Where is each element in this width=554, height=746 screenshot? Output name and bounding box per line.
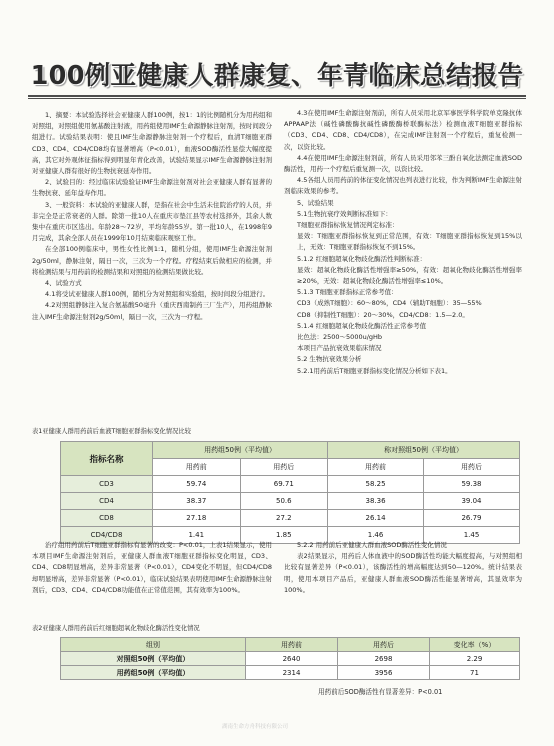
table1-group-header: 用药组50例（平均值） [153,442,328,459]
table-row [61,493,520,510]
paragraph: CD3（成熟T细胞）：60～80%，CD4（辅助T细胞）：35—55% [297,299,482,308]
table2-header: 组别 [61,638,246,652]
paragraph: 治疗组用药前后T细胞亚群指标有显著的改变：P<0.01，上表1结果显示，使用本项目IMF生命源注射剂后，亚健康人群血液T细胞亚群指标变化明显，CD3、CD4、CD8明显增高，差异非常显著（P<0.01），CD4变化不明显，但CD4/CD8却明显增高，差异非常显著（P<0.01），临床试验结果表明使用IMF生命源静脉注射剂后，CD3、CD4、CD4/CD8功能值在正常值范围，其有效率为100%。 [32,541,272,594]
table-cell: 3956 [338,666,430,680]
right-column [284,108,522,377]
table1-subheader: 用药后 [424,459,520,476]
table-cell: 2.29 [430,652,520,666]
paragraph: 4.4在使用IMF生命源注射剂前，所有人员采用邻苯三酚自氧化法测定血液SOD酶活性，用药一个疗程后重复测一次，以资比较。 [284,153,522,174]
table-cell: 39.04 [424,493,520,510]
analysis-right [284,540,522,596]
table-cell: 2698 [338,652,430,666]
table-cell: 2314 [246,666,338,680]
watermark: 湖南生命方舟科技有限公司 [222,724,289,730]
table-cell: 69.71 [240,476,328,493]
paragraph: 1、摘要：本试验选择社会亚健康人群100例，按1：1的比例随机分为用药组和对照组，对照组使用氨基酸注射液，用药组使用IMF生命源静脉注射剂，按时间段分组进行。试验结果表明：使且IMF生命源静脉注射剂一个疗程后，血清T细胞亚群CD3、CD4、CD4/CD8均有显著增高（P<0.01），血液SOD酶活性显偿大幅度提高，其它对外观体征指标得到明显年青化改善，试验结果显示IMF生命源静脉注射剂对亚健康人群有很好的生物抗衰延寿作用。 [32,111,272,176]
row-label: 用药组50例（平均值） [61,666,246,680]
table-row [61,666,520,680]
paragraph: 在全部100例临床中，男性女性比例1:1，随机分组，使用IMF生命源注射剂2g/50ml，静脉注射，隔日一次，三次为一个疗程。疗程结束后做相应的检测，并将检测结果与用药前的检测结果和对照组的检测结果做比较。 [32,245,272,276]
table2-caption: 表2亚健康人群用药前后红细胞超氧化物歧化酶活性变化情况 [32,625,200,632]
paragraph: 4.5各组人员用药前的体征变化情况也列表进行比较，作为判断IMF生命源注射剂临床效果的参考。 [284,176,522,196]
table1-group-header: 称对照组50例（平均值） [328,442,520,459]
paragraph: CD8（抑制性T细胞）：20～30%，CD4/CD8：1.5—2.0。 [297,310,469,319]
table2-header: 变化率（%） [430,638,520,652]
table-cell: 1.45 [424,527,520,544]
paragraph: 5.1.4 红细胞超氧化物歧化酶活性正常参考值 [297,321,427,330]
title-rule [28,95,526,97]
footnote: 用药前后SOD酶活性有显著差异：P<0.01 [318,688,443,696]
paragraph: 3、一般资料：本试验的亚健康人群，是指在社会中生活未住院治疗的人员，并非完全是正常衰老的人群。除第一批10人在重庆市垫江县等农村选择外，其余人数集中在重庆市区选出。年龄28～72岁，平均年龄55岁。第一批10人，在1998年9月完成，其余全部人员在1999年10月结束临床观察工作。 [32,200,272,243]
table-cell: 27.2 [240,510,328,527]
page-title: 100例亚健康人群康复、年青临床总结报告 [30,61,524,91]
paragraph: 4、试验方式 [45,279,82,288]
paragraph: 5.2.1用药前后T细胞亚群指标变化情况分析如下表1。 [297,366,452,375]
paragraph: 4.1将受试亚健康人群100例，随机分为对照组和实验组，按时间段分组进行。 [45,290,270,299]
paragraph: 5、试验结果 [297,198,334,207]
row-label: CD4/CD8 [61,527,153,544]
row-label: CD4 [61,493,153,510]
paragraph: 表2结果显示，用药后人体血液中的SOD酶活性均能大幅度提高，与对照组相比较有显著差异（P<0.01），该酶活性的增高幅度达到50—120%。统计结果表明，使用本项目产品后，亚健康人群血液SOD酶活性能显著增高，其显效率为100%。 [284,552,522,594]
table-row [61,652,520,666]
table2-header: 用药前 [246,638,338,652]
table-cell: 59.38 [424,476,520,493]
table1-subheader: 用药前 [328,459,424,476]
table-cell: 59.74 [153,476,241,493]
paragraph: 显效：T细胞亚群指标恢复到正常范围，有效：T细胞亚群指标恢复到15%以上，无效：T细胞亚群指标恢复不到15%。 [297,232,522,252]
paragraph: 2、试验目的：经过临床试验验证IMF生命源注射剂对社会亚健康人群有显著的生物抗衰、延年益寿作用。 [32,178,272,198]
table1 [60,441,520,544]
paragraph: 4.3在使用IMF生命源注射剂前，所有人员采用北京军事医学科学院单克隆抗体APPAAP法（碱性磷酸酶抗碱性磷酸酶桥联酶标法）检测血液T细胞亚群指标（CD3、CD4、CD8、CD4/CD8），在完成IMF注射剂一个疗程后，重复检测一次，以资比较。 [284,109,522,151]
table-cell: 27.18 [153,510,241,527]
table1-subheader: 用药后 [240,459,328,476]
paragraph: 显效：超氧化物歧化酶活性增强率≥50%，有效：超氧化物歧化酶活性增强率≥20%，无效：超氧化物歧化酶活性增强率≤10%。 [297,265,522,286]
paragraph: 4.2对照组静脉注入复合氨基酸50毫升（重庆西南制药三厂生产），用药组静脉注入IMF生命源注射剂2g/50ml，隔日一次，三次为一疗程。 [32,301,272,321]
paragraph: 本项目产品抗衰效果临床情况 [297,344,382,353]
table1-caption: 表1亚健康人群用药前后血液T细胞亚群指标变化情况比较 [32,428,191,435]
paragraph: 5.2 生物抗衰效果分析 [297,355,362,364]
table1-header-label: 指标名称 [61,442,153,476]
table-cell: 58.25 [328,476,424,493]
paragraph: T细胞亚群指标恢复情况判定标准： [297,221,399,230]
table-cell: 2640 [246,652,338,666]
title-rule-thin [28,98,526,99]
table-cell: 50.6 [240,493,328,510]
paragraph: 5.1.2 红细胞超氧化物歧化酶活性判断标准： [297,254,427,263]
row-label: CD3 [61,476,153,493]
table-cell: 26.79 [424,510,520,527]
paragraph: 比色法：2500～5000u/gHb [297,333,383,342]
left-column [32,110,272,323]
paragraph: 5.1生物抗衰疗效判断标准如下： [297,209,392,218]
table-cell: 26.14 [328,510,424,527]
table-cell: 1.41 [153,527,241,544]
table-cell: 1.85 [240,527,328,544]
table-cell: 38.37 [153,493,241,510]
table-cell: 71 [430,666,520,680]
table-cell: 38.36 [328,493,424,510]
row-label: 对照组50例（平均值） [61,652,246,666]
table2 [60,637,520,680]
table-row [61,510,520,527]
paragraph: 5.1.3 T细胞亚群指标正常参考值： [297,288,398,297]
row-label: CD8 [61,510,153,527]
analysis-left [32,540,272,596]
table2-header: 用药后 [338,638,430,652]
table-row [61,476,520,493]
table1-subheader: 用药前 [153,459,241,476]
paragraph: 5.2.2 用药前后亚健康人群血液SOD酶活性变化情况 [297,541,447,549]
table-cell: 1.46 [328,527,424,544]
